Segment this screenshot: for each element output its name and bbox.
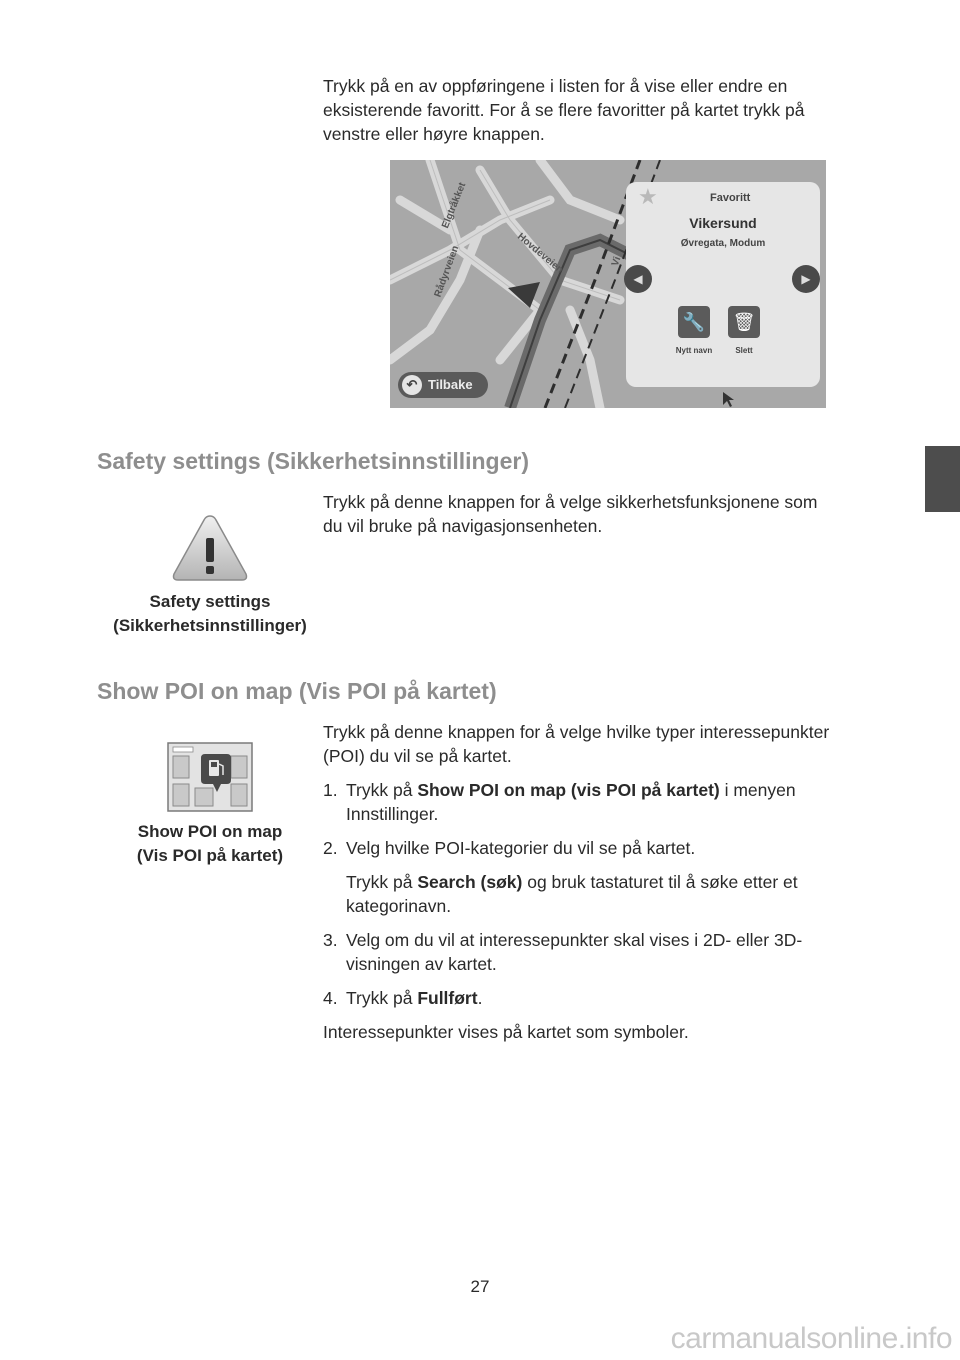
closing-text	[323, 1020, 893, 1044]
step-bold: Fullført	[417, 988, 478, 1008]
step-number: 3.	[323, 930, 338, 950]
favorite-name: Vikersund	[689, 215, 757, 231]
safety-line: Trykk på denne knappen for å velge sikkerhetsfunksjonene som	[323, 492, 818, 512]
step-text: .	[477, 988, 483, 1008]
chapter-tab	[925, 446, 960, 512]
list-item	[323, 870, 893, 918]
road-label: Vi	[609, 255, 624, 268]
back-label: Tilbake	[428, 377, 473, 392]
list-item	[323, 778, 893, 826]
step-text: Velg om du vil at interessepunkter skal vises i 2D- eller 3D-	[346, 930, 803, 950]
list-item	[323, 986, 893, 1010]
safety-heading: Safety settings (Sikkerhetsinnstillinger)	[97, 448, 530, 474]
step-text: Trykk på	[346, 988, 418, 1008]
star-icon: ★	[638, 184, 658, 209]
step-number: 4.	[323, 988, 338, 1008]
step-text: kategorinavn.	[346, 896, 452, 916]
safety-line: du vil bruke på navigasjonsenheten.	[323, 516, 603, 536]
step-bold: Search (søk)	[417, 872, 523, 892]
poi-steps	[323, 778, 893, 1044]
safety-paragraph	[323, 490, 893, 538]
road-label: Elgtråkket	[440, 181, 469, 230]
step-number: 1.	[323, 780, 338, 800]
watermark: carmanualsonline.info	[670, 1322, 952, 1355]
list-item	[323, 928, 893, 976]
back-arrow-icon: ↶	[402, 375, 422, 395]
step-number: 2.	[323, 838, 338, 858]
warning-icon	[170, 512, 250, 586]
step-text: Trykk på	[346, 872, 418, 892]
rename-label: Nytt navn	[675, 346, 713, 355]
trash-icon[interactable]: 🗑	[728, 306, 760, 338]
intro-line: eksisterende favoritt. For å se flere favoritter på kartet trykk på	[323, 100, 805, 120]
favorites-screenshot	[390, 160, 826, 408]
intro-line: venstre eller høyre knappen.	[323, 124, 545, 144]
step-text: visningen av kartet.	[346, 954, 497, 974]
road-label: Rådyrveien	[432, 244, 462, 299]
favorite-panel	[626, 182, 820, 387]
poi-line: (POI) du vil se på kartet.	[323, 746, 512, 766]
poi-caption	[96, 820, 324, 868]
intro-line: Trykk på en av oppføringene i listen for å vise eller endre en	[323, 76, 788, 96]
intro-paragraph	[323, 74, 893, 146]
page-number: 27	[470, 1277, 490, 1296]
step-text: Innstillinger.	[346, 804, 439, 824]
safety-caption	[96, 590, 324, 638]
step-text: Trykk på	[346, 780, 418, 800]
back-button[interactable]	[398, 372, 488, 398]
step-text: og bruk tastaturet til å søke etter et	[522, 872, 798, 892]
poi-line: Trykk på denne knappen for å velge hvilke typer interessepunkter	[323, 722, 830, 742]
step-bold: Show POI on map (vis POI på kartet)	[417, 780, 720, 800]
safety-caption-line: Safety settings	[149, 592, 271, 611]
wrench-icon[interactable]: 🔧	[678, 306, 710, 338]
step-text: Interessepunkter vises på kartet som symboler.	[323, 1022, 689, 1042]
step-text: Velg hvilke POI-kategorier du vil se på kartet.	[346, 838, 696, 858]
poi-caption-line: (Vis POI på kartet)	[136, 846, 284, 865]
list-item	[323, 836, 893, 860]
safety-caption-line: (Sikkerhetsinnstillinger)	[113, 616, 307, 635]
panel-header: Favoritt	[710, 192, 751, 204]
step-text: i menyen	[719, 780, 796, 800]
favorite-address: Øvregata, Modum	[680, 238, 766, 249]
poi-paragraph	[323, 720, 893, 768]
chevron-left-icon[interactable]: ◀	[624, 265, 652, 293]
poi-map-icon	[167, 742, 253, 812]
poi-caption-line: Show POI on map	[137, 822, 283, 841]
road-label: Hovdeveien	[515, 231, 566, 276]
poi-heading: Show POI on map (Vis POI på kartet)	[97, 678, 497, 704]
chevron-right-icon[interactable]: ▶	[792, 265, 820, 293]
delete-label: Slett	[735, 346, 753, 355]
